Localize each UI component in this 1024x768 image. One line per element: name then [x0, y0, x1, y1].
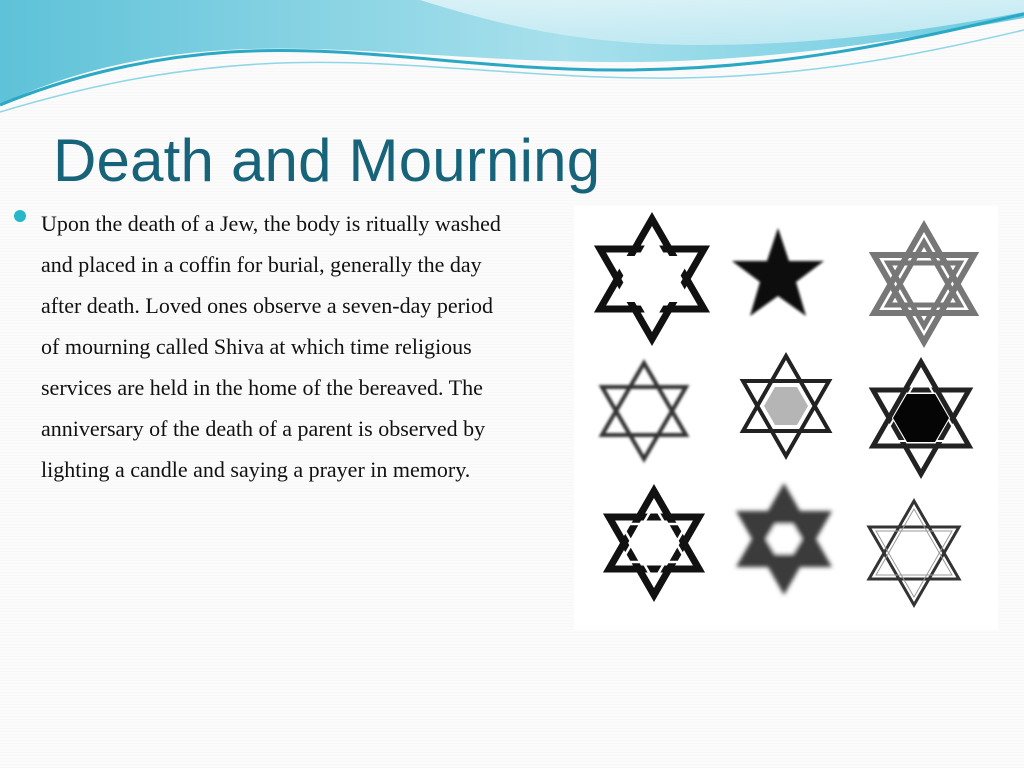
bullet-marker — [14, 210, 26, 222]
star-of-david-outline-icon — [600, 219, 704, 339]
star-of-david-black-center-icon — [873, 362, 969, 474]
star-of-david-gray-interlaced-icon — [874, 226, 974, 342]
star-of-david-bold-interlaced-icon — [609, 491, 699, 595]
bullet-text: Upon the death of a Jew, the body is ritually washed and placed in a coffin for burial, generally the day after death. Loved ones observe a seven-day period of mourning called Shiva at which time religious services are held in the home of the bereaved. The anniversary of the death of a parent is observed by lighting a candle and saying a prayer in memory. — [41, 211, 501, 482]
star-of-david-blurred-icon — [736, 483, 832, 595]
five-point-star-solid-icon — [732, 228, 824, 316]
slide-title: Death and Mourning — [53, 127, 601, 194]
star-of-david-gray-fill-icon — [743, 356, 829, 456]
header-wave-decoration — [0, 0, 1024, 130]
star-of-david-light-outline-icon — [869, 501, 959, 605]
star-of-david-thin-outline-icon — [602, 363, 686, 459]
stars-image — [574, 206, 998, 630]
